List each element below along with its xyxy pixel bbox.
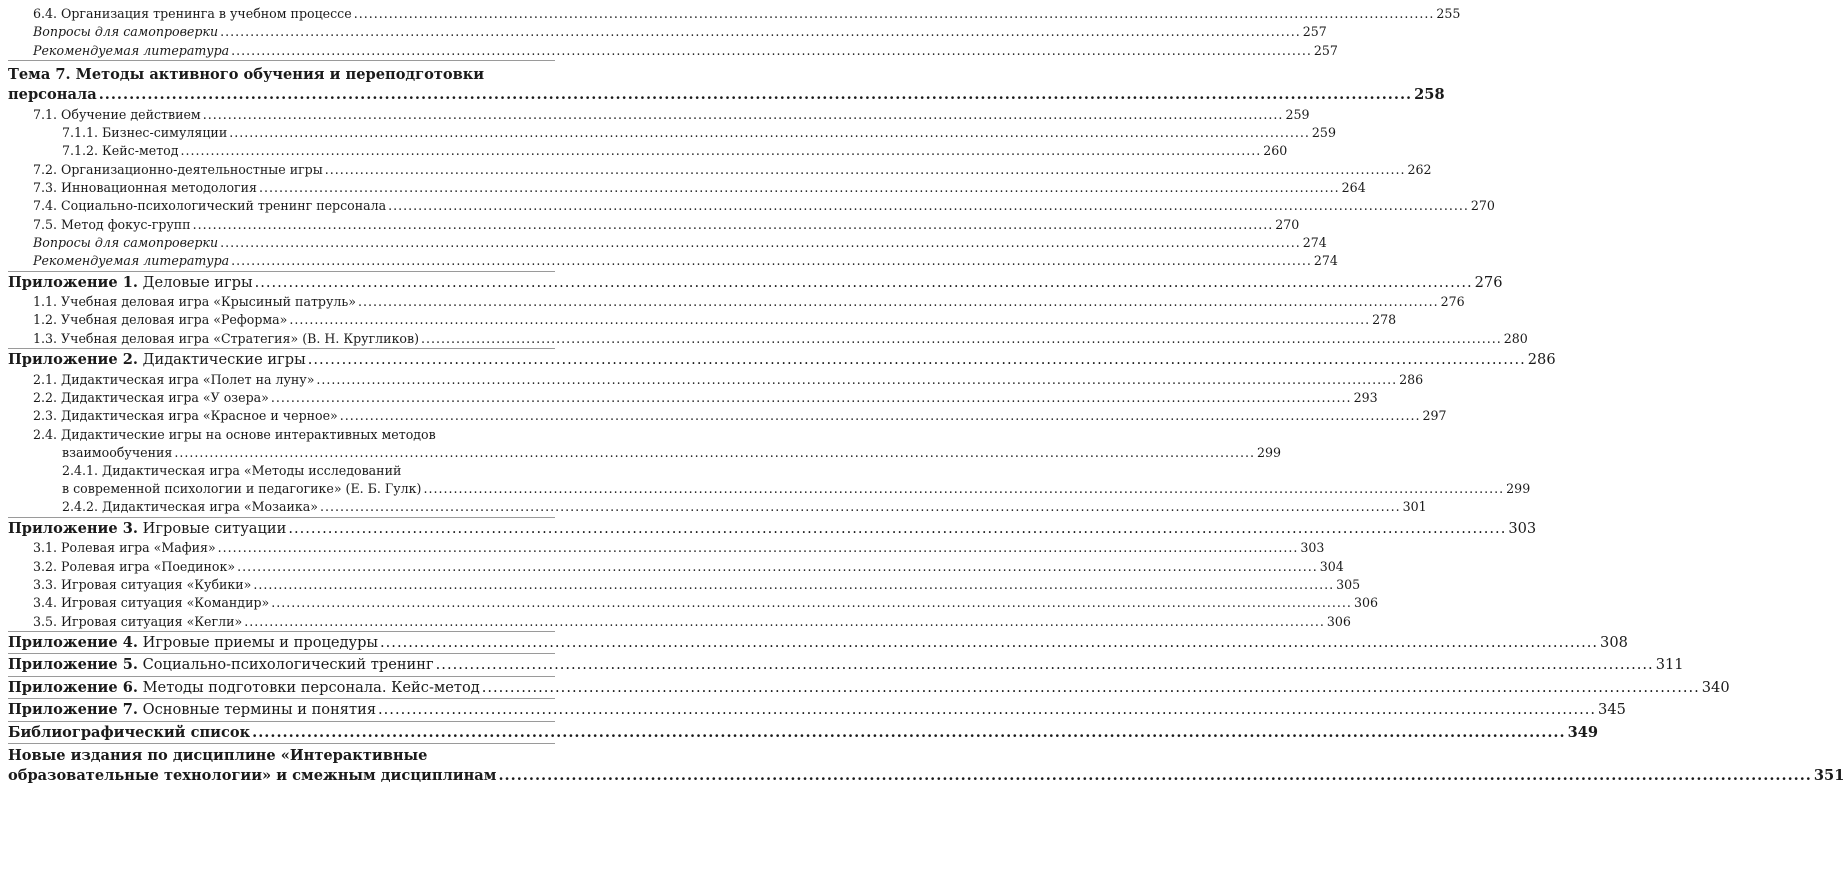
bibliography-page: 349 — [1567, 723, 1599, 741]
toc-entry-title: 7.3. Инновационная методология — [33, 179, 257, 195]
dot-leader — [253, 576, 1334, 594]
dot-leader — [354, 5, 1435, 23]
toc-entry-page: 280 — [1503, 330, 1528, 346]
toc-entry-app1-2[interactable] — [8, 311, 1397, 329]
appendix-5-page: 311 — [1655, 656, 1684, 674]
toc-entry-title: 7.1.2. Кейс-метод — [62, 143, 179, 159]
toc-entry-page: 299 — [1506, 481, 1531, 497]
toc-entry-title: 1.3. Учебная деловая игра «Стратегия» (В. Н. Кругликов) — [33, 330, 420, 346]
appendix-1-page: 276 — [1474, 273, 1503, 291]
toc-entry-page: 304 — [1319, 558, 1344, 574]
new-editions-heading-line2[interactable] — [8, 765, 1844, 787]
bibliography-heading[interactable] — [8, 722, 1599, 744]
toc-entry-page: 286 — [1399, 371, 1424, 387]
dot-leader — [436, 654, 1654, 676]
toc-entry-title: 2.1. Дидактическая игра «Полет на луну» — [33, 371, 315, 387]
toc-entry-app2-3[interactable] — [8, 407, 1447, 425]
appendix-2-title: Дидактические игры — [142, 351, 306, 369]
toc-entry-title: 7.2. Организационно-деятельностные игры — [33, 161, 323, 177]
toc-entry-app3-1[interactable] — [8, 539, 1325, 557]
toc-entry-7-2[interactable] — [8, 161, 1432, 179]
toc-entry-page: 270 — [1275, 216, 1300, 232]
toc-entry-title: 3.1. Ролевая игра «Мафия» — [33, 540, 216, 556]
dot-leader — [498, 765, 1811, 787]
toc-entry-page: 293 — [1353, 390, 1378, 405]
new-editions-line1: Новые издания по дисциплине «Интерактивные — [8, 747, 428, 765]
toc-entry-app2-4[interactable] — [8, 444, 1282, 462]
topic-7-title-line2: персонала — [8, 86, 97, 104]
toc-entry-page: 303 — [1300, 540, 1325, 556]
appendix-6-label: Приложение 6. — [8, 678, 138, 696]
dot-leader — [231, 42, 1312, 60]
dot-leader — [378, 699, 1596, 721]
toc-entry-title: Вопросы для самопроверки — [33, 234, 219, 250]
dot-leader — [325, 161, 1406, 179]
dot-leader — [340, 407, 1421, 425]
toc-entry-page: 299 — [1257, 444, 1282, 460]
toc-entry-app3-5[interactable] — [8, 613, 1351, 631]
toc-entry-app2-4-1-line1[interactable]: 2.4.1. Дидактическая игра «Методы исследований — [62, 463, 402, 479]
appendix-2-label: Приложение 2. — [8, 351, 138, 369]
toc-entry-page: 255 — [1436, 6, 1461, 21]
appendix-3-heading[interactable] — [8, 518, 1537, 540]
dot-leader — [271, 389, 1352, 407]
dot-leader — [203, 106, 1284, 124]
toc-entry-app2-4-2[interactable] — [8, 498, 1427, 516]
dot-leader — [320, 498, 1401, 516]
dot-leader — [218, 539, 1299, 557]
dot-leader — [231, 252, 1312, 270]
toc-entry-app3-4[interactable] — [8, 594, 1378, 612]
toc-entry-questions-6[interactable] — [8, 23, 1327, 41]
toc-entry-app2-1[interactable] — [8, 371, 1424, 389]
toc-entry-title: 3.3. Игровая ситуация «Кубики» — [33, 576, 252, 592]
appendix-5-label: Приложение 5. — [8, 656, 138, 674]
appendix-2-heading[interactable] — [8, 349, 1556, 371]
appendix-4-label: Приложение 4. — [8, 633, 138, 651]
dot-leader — [255, 272, 1473, 294]
toc-entry-title: Рекомендуемая литература — [33, 42, 230, 58]
toc-entry-title: 3.5. Игровая ситуация «Кегли» — [33, 613, 243, 629]
dot-leader — [99, 84, 1412, 106]
toc-entry-app1-3[interactable] — [8, 330, 1528, 348]
appendix-7-title: Основные термины и понятия — [142, 701, 377, 719]
dot-leader — [482, 677, 1700, 699]
section-divider — [8, 60, 555, 61]
toc-entry-title: 7.5. Метод фокус-групп — [33, 216, 191, 232]
toc-entry-page: 274 — [1302, 234, 1327, 250]
dot-leader — [252, 722, 1565, 744]
toc-entry-title: 2.4.2. Дидактическая игра «Мозаика» — [62, 499, 318, 515]
toc-entry-7-1-1[interactable] — [8, 124, 1336, 142]
toc-entry-literature-6[interactable] — [8, 42, 1338, 60]
dot-leader — [308, 349, 1526, 371]
toc-entry-page: 257 — [1313, 42, 1338, 58]
topic-7-title-line1: Тема 7. Методы активного обучения и переподготовки — [8, 66, 485, 84]
appendix-1-heading[interactable] — [8, 272, 1503, 294]
dot-leader — [388, 197, 1469, 215]
appendix-3-title: Игровые ситуации — [142, 519, 287, 537]
toc-entry-title: 7.4. Социально-психологический тренинг персонала — [33, 198, 387, 214]
appendix-5-title: Социально-психологический тренинг — [142, 656, 434, 674]
toc-entry-literature-7[interactable] — [8, 252, 1338, 270]
toc-entry-page: 257 — [1302, 24, 1327, 40]
appendix-6-page: 340 — [1701, 678, 1730, 696]
toc-entry-title: 6.4. Организация тренинга в учебном процессе — [33, 6, 352, 21]
dot-leader — [271, 594, 1352, 612]
dot-leader — [423, 480, 1504, 498]
dot-leader — [289, 311, 1370, 329]
toc-entry-page: 259 — [1285, 106, 1310, 122]
table-of-contents — [8, 5, 1844, 787]
toc-entry-page: 306 — [1353, 595, 1378, 611]
dot-leader — [220, 23, 1301, 41]
toc-entry-7-1-2[interactable] — [8, 142, 1288, 160]
toc-entry-page: 305 — [1336, 576, 1361, 592]
toc-entry-title: 1.2. Учебная деловая игра «Реформа» — [33, 312, 288, 328]
topic-7-heading[interactable] — [8, 65, 555, 84]
toc-entry-7-3[interactable] — [8, 179, 1366, 197]
toc-entry-title: 3.2. Ролевая игра «Поединок» — [33, 558, 236, 574]
toc-entry-page: 270 — [1470, 198, 1495, 214]
toc-entry-page: 259 — [1311, 124, 1336, 140]
new-editions-heading[interactable] — [8, 746, 555, 765]
appendix-1-label: Приложение 1. — [8, 273, 138, 291]
appendix-4-page: 308 — [1600, 633, 1628, 651]
toc-entry-page: 260 — [1263, 143, 1288, 159]
toc-entry-title: 2.2. Дидактическая игра «У озера» — [33, 390, 269, 405]
dot-leader — [380, 632, 1598, 654]
toc-entry-app1-1[interactable] — [8, 293, 1465, 311]
appendix-7-heading[interactable] — [8, 699, 1626, 721]
appendix-1-title: Деловые игры — [142, 273, 253, 291]
toc-entry-page: 276 — [1440, 294, 1465, 310]
appendix-4-heading[interactable] — [8, 632, 1628, 654]
dot-leader — [316, 371, 1397, 389]
section-divider — [8, 743, 555, 744]
appendix-5-heading[interactable] — [8, 654, 1684, 676]
new-editions-page: 351 — [1813, 767, 1844, 785]
toc-entry-app2-4-1[interactable] — [8, 480, 1531, 498]
dot-leader — [181, 142, 1262, 160]
appendix-6-heading[interactable] — [8, 677, 1730, 699]
toc-entry-page: 264 — [1341, 179, 1366, 195]
toc-entry-title: 7.1. Обучение действием — [33, 106, 201, 122]
appendix-3-label: Приложение 3. — [8, 519, 138, 537]
dot-leader — [288, 518, 1506, 540]
dot-leader — [421, 330, 1502, 348]
toc-entry-page: 262 — [1407, 161, 1432, 177]
appendix-7-page: 345 — [1598, 701, 1626, 719]
dot-leader — [220, 234, 1301, 252]
toc-entry-app2-2[interactable] — [8, 389, 1378, 407]
dot-leader — [229, 124, 1310, 142]
toc-entry-page: 297 — [1422, 408, 1447, 424]
dot-leader — [244, 613, 1325, 631]
toc-entry-7-4[interactable] — [8, 197, 1495, 215]
toc-entry-title: 7.1.1. Бизнес-симуляции — [62, 124, 228, 140]
toc-entry-6-4[interactable] — [8, 5, 1461, 23]
appendix-4-title: Игровые приемы и процедуры — [142, 633, 379, 651]
toc-entry-page: 274 — [1313, 253, 1338, 269]
topic-7-heading-line2[interactable] — [8, 84, 1445, 106]
appendix-6-title: Методы подготовки персонала. Кейс-метод — [142, 678, 480, 696]
toc-entry-title: Вопросы для самопроверки — [33, 24, 219, 40]
dot-leader — [259, 179, 1340, 197]
toc-entry-title: 1.1. Учебная деловая игра «Крысиный патруль» — [33, 294, 356, 310]
toc-entry-app2-4-line1[interactable]: 2.4. Дидактические игры на основе интерактивных методов — [33, 426, 436, 442]
toc-entry-title: Рекомендуемая литература — [33, 253, 230, 269]
toc-entry-page: 278 — [1372, 312, 1397, 328]
toc-entry-page: 301 — [1402, 499, 1427, 515]
dot-leader — [174, 444, 1255, 462]
toc-entry-title: взаимообучения — [62, 444, 173, 460]
appendix-2-page: 286 — [1527, 351, 1556, 369]
toc-entry-7-1[interactable] — [8, 106, 1310, 124]
appendix-7-label: Приложение 7. — [8, 701, 138, 719]
new-editions-line2: образовательные технологии» и смежным дисциплинам — [8, 767, 497, 785]
toc-entry-app3-3[interactable] — [8, 576, 1361, 594]
topic-7-page: 258 — [1414, 86, 1445, 104]
toc-entry-title: 3.4. Игровая ситуация «Командир» — [33, 595, 270, 611]
appendix-3-page: 303 — [1508, 519, 1537, 537]
toc-entry-title: 2.3. Дидактическая игра «Красное и черное» — [33, 408, 338, 424]
dot-leader — [358, 293, 1439, 311]
toc-entry-app3-2[interactable] — [8, 558, 1344, 576]
toc-entry-page: 306 — [1326, 613, 1351, 629]
toc-entry-questions-7[interactable] — [8, 234, 1327, 252]
dot-leader — [237, 558, 1318, 576]
toc-entry-title: в современной психологии и педагогике» (Е. Б. Гулк) — [62, 481, 422, 497]
dot-leader — [193, 216, 1274, 234]
bibliography-title: Библиографический список — [8, 723, 251, 741]
toc-entry-7-5[interactable] — [8, 216, 1300, 234]
